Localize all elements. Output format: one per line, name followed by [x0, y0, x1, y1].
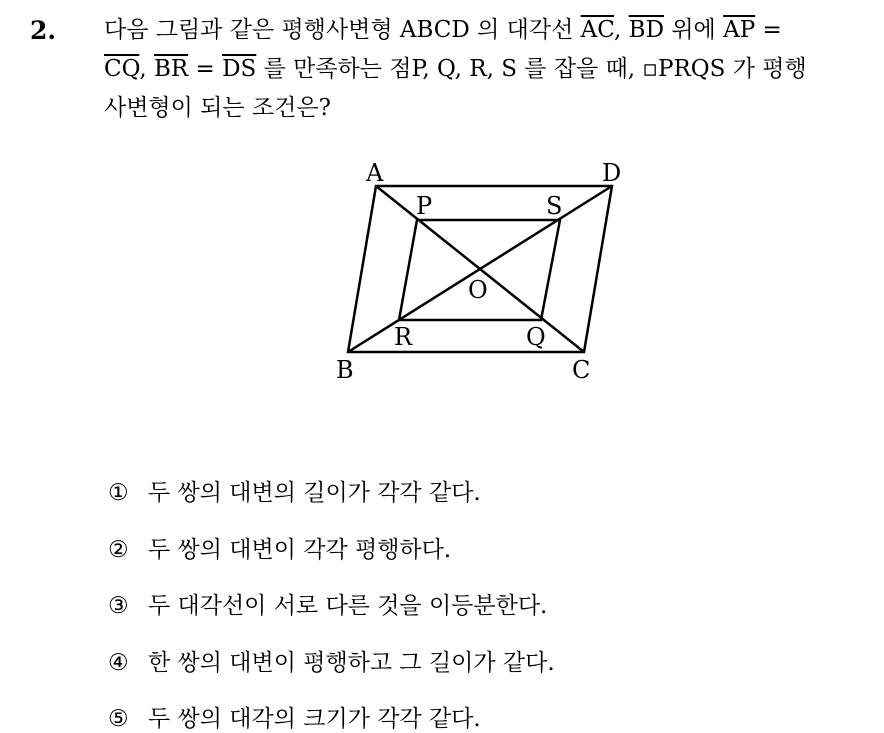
- choice-3[interactable]: [108, 587, 547, 620]
- choice-1[interactable]: [108, 474, 481, 507]
- segment-br: $\overline{BR}$: [153, 56, 189, 82]
- choice-mark: ③: [108, 593, 129, 619]
- choice-text: 두 쌍의 대각의 크기가 각각 같다.: [148, 706, 481, 732]
- question-text: =: [188, 56, 223, 82]
- segment-ds: $\overline{DS}$: [222, 56, 257, 82]
- label-b: B: [336, 356, 354, 384]
- choice-mark: ⑤: [108, 706, 129, 732]
- question-text: 를 만족하는 점P, Q, R, S 를 잡을 때, ▫PRQS 가 평행: [256, 56, 807, 82]
- label-o: O: [468, 276, 488, 304]
- choice-text: 두 대각선이 서로 다른 것을 이등분한다.: [148, 593, 548, 619]
- question-line-2: [104, 53, 807, 85]
- choice-5[interactable]: [108, 700, 481, 733]
- separator: ,: [614, 17, 629, 43]
- diagonal-bd: [348, 186, 612, 352]
- choice-text: 두 쌍의 대변의 길이가 각각 같다.: [148, 480, 481, 506]
- label-c: C: [572, 356, 591, 384]
- question-text: 위에: [664, 17, 724, 43]
- label-q: Q: [526, 323, 546, 351]
- choice-mark: ②: [108, 537, 129, 563]
- parallelogram-figure: [320, 150, 640, 390]
- question-line-3: 사변형이 되는 조건은?: [104, 95, 331, 121]
- choice-text: 두 쌍의 대변이 각각 평행하다.: [148, 537, 452, 563]
- choice-4[interactable]: [108, 644, 555, 677]
- label-s: S: [546, 192, 563, 220]
- question-text: =: [755, 17, 782, 43]
- segment-ac: $\overline{AC}$: [580, 17, 615, 43]
- choice-mark: ①: [108, 480, 129, 506]
- label-r: R: [394, 323, 413, 351]
- label-p: P: [416, 192, 433, 220]
- question-line-1: [104, 14, 782, 46]
- choice-mark: ④: [108, 650, 129, 676]
- label-a: A: [366, 159, 384, 187]
- segment-cq: $\overline{CQ}$: [104, 56, 140, 82]
- separator: ,: [139, 56, 154, 82]
- segment-ap: $\overline{AP}$: [723, 17, 756, 43]
- label-d: D: [602, 159, 622, 187]
- question-text: 다음 그림과 같은 평행사변형 ABCD 의 대각선: [104, 17, 581, 43]
- choice-text: 한 쌍의 대변이 평행하고 그 길이가 같다.: [148, 650, 555, 676]
- choice-2[interactable]: [108, 531, 451, 564]
- question-number: 2.: [30, 16, 57, 45]
- segment-bd: $\overline{BD}$: [628, 17, 665, 43]
